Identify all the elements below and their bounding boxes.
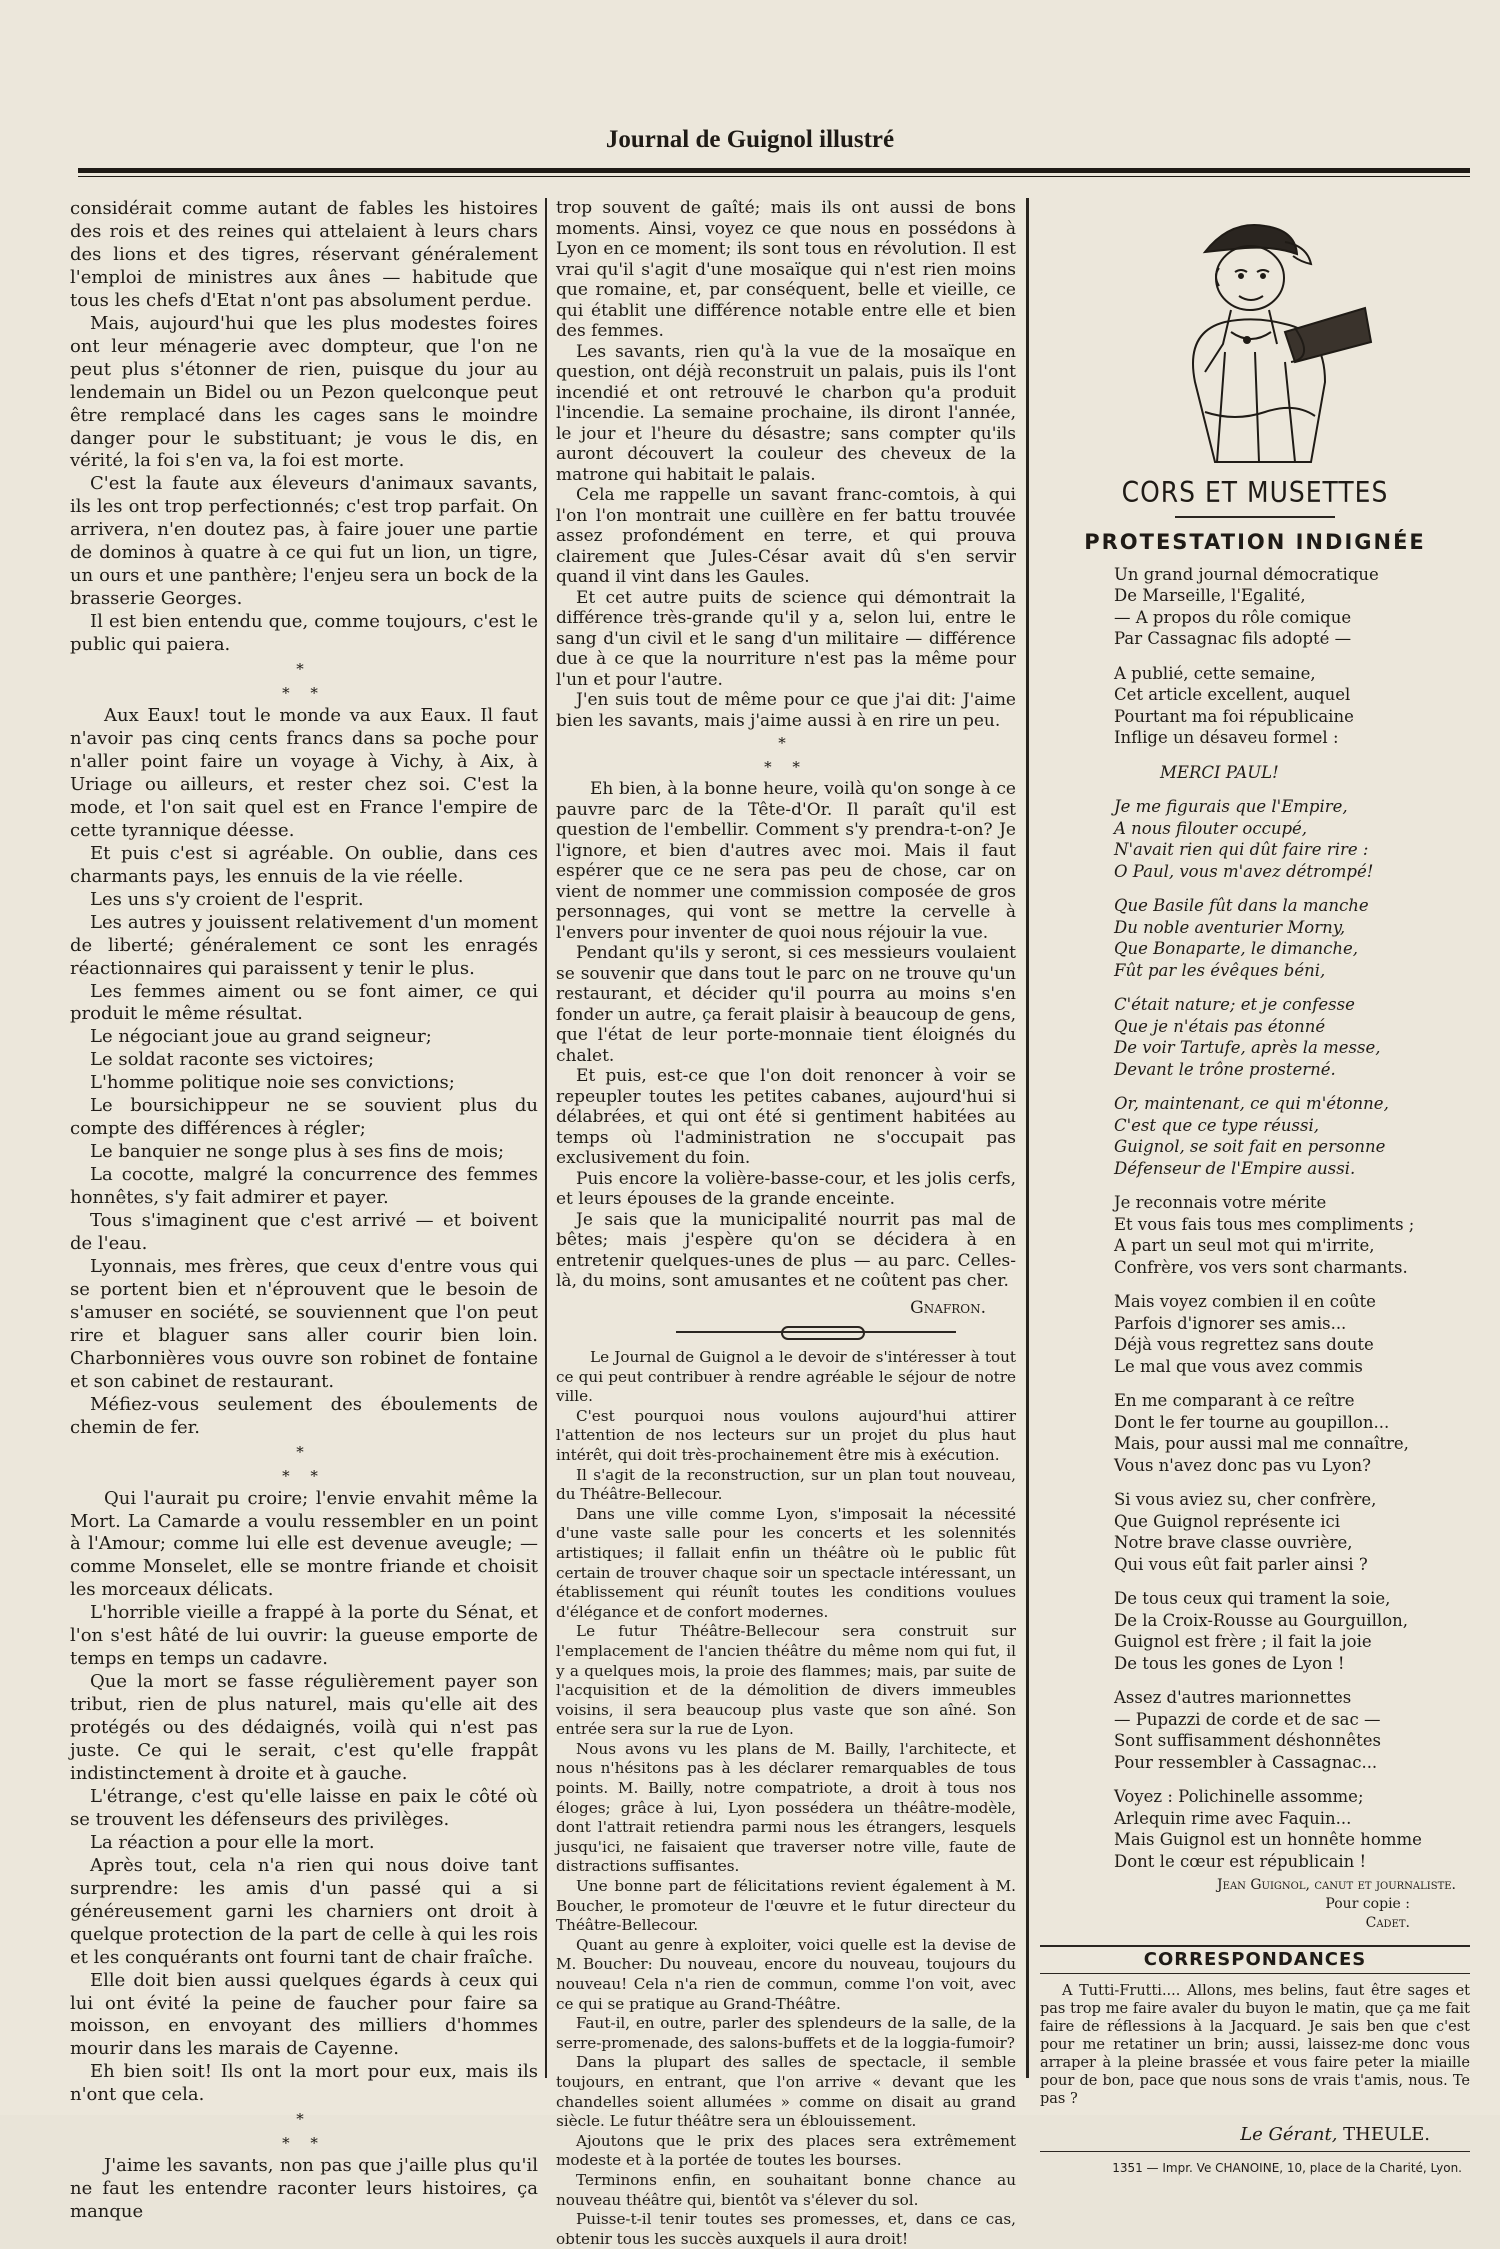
paragraph: L'étrange, c'est qu'elle laisse en paix le côté où se trouvent les défenseurs des privilèges. xyxy=(70,1785,538,1830)
asterism-divider: * * * xyxy=(282,660,326,703)
poem-stanza xyxy=(1114,564,1470,650)
paragraph: Et cet autre puits de science qui démontrait la différence très-grande qu'il y a, selon lui, entre le sang d'un civil et le sang d'un militaire — différence due à ce que la nourriture n'est pas la même pour l'un et pour l'autre. xyxy=(556,587,1016,690)
paragraph: Cela me rappelle un savant franc-comtois, à qui l'on l'on montrait une cuillère en fer battu trouvée assez profondément en terre, et qui prouva clairement que Jules-César avait dû s'en servir quand il vint dans les Gaules. xyxy=(556,485,1016,587)
paragraph: Elle doit bien aussi quelques égards à ceux qui lui ont évité la peine de faucher pour faire sa moisson, en envoyant des milliers d'hommes mourir dans les marais de Cayenne. xyxy=(70,1969,538,2060)
poem-stanza xyxy=(1114,1093,1470,1179)
poem-line: Assez d'autres marionnettes xyxy=(1114,1688,1352,1707)
ornamental-divider xyxy=(556,1324,1016,1340)
asterism-divider: * * * xyxy=(764,734,808,776)
poem-line: Notre brave classe ouvrière, xyxy=(1114,1533,1353,1552)
poem-italic xyxy=(1040,796,1470,1179)
poem-line: Voyez : Polichinelle assomme; xyxy=(1114,1787,1364,1806)
poem-stanza xyxy=(1114,1390,1470,1476)
poem-stanza xyxy=(1114,1192,1470,1278)
paragraph: Pendant qu'ils y seront, si ces messieurs voulaient se souvenir que dans tout le parc on ne trouve qu'un restaurant, et décider qu'il pourra au moins s'en fonder un autre, ça ferait plaisir à beaucoup de gens, que l'état de leur porte-monnaie tient éloignés du chalet. xyxy=(556,943,1017,1066)
poem-line: De tous ceux qui trament la soie, xyxy=(1114,1589,1391,1608)
poem-line: Par Cassagnac fils adopté — xyxy=(1114,629,1352,648)
poem-line: C'était nature; et je confesse xyxy=(1114,995,1355,1014)
poem-line: Pour ressembler à Cassagnac... xyxy=(1114,1752,1378,1772)
paragraph: J'aime les savants, non pas que j'aille plus qu'il ne faut les entendre raconter leurs histoires, ça manque xyxy=(70,2155,538,2223)
poem-line: De voir Tartufe, après la messe, xyxy=(1114,1038,1381,1057)
paragraph: Que la mort se fasse régulièrement payer son tribut, rien de plus naturel, mais qu'elle ait des protégés ou des dédaignés, voilà qui n'est pas juste. Ce qui le serait, c'est qu'elle frappât indistinctement à droite et à gauche. xyxy=(70,1671,538,1784)
poem-stanza xyxy=(1114,1588,1470,1674)
guignol-illustration xyxy=(1135,212,1375,472)
column-divider xyxy=(545,198,547,2078)
paragraph: Le boursichippeur ne se souvient plus du compte des différences à régler; xyxy=(70,1095,538,1140)
poem-line: Arlequin rime avec Faquin... xyxy=(1114,1808,1352,1828)
paragraph: Faut-il, en outre, parler des splendeurs de la salle, de la serre-promenade, des salons-buffets et de la loggia-fumoir? xyxy=(556,2014,1016,2052)
poem xyxy=(1040,564,1470,749)
paragraph: Et puis, est-ce que l'on doit renoncer à voir se repeupler toutes les petites cabanes, aujourd'hui si délabrées, et qui ont été si gentiment habitées au temps où l'administration ne s'occupait pas exclusivement du foin. xyxy=(556,1066,1016,1168)
poem-line: De tous les gones de Lyon ! xyxy=(1114,1653,1345,1673)
poem-line: Or, maintenant, ce qui m'étonne, xyxy=(1114,1094,1389,1113)
poem-line: De Marseille, l'Egalité, xyxy=(1114,586,1306,605)
poem-line: Du noble aventurier Morny, xyxy=(1114,917,1346,937)
poem-line: Fût par les évêques béni, xyxy=(1114,960,1326,980)
poem-stanza xyxy=(1114,994,1470,1080)
paragraph: Qui l'aurait pu croire; l'envie envahit même la Mort. La Camarde a voulu ressembler en un point à l'Amour; comme lui elle est devenue aveugle; — comme Monselet, elle se montre friande et choisit les morceaux délicats. xyxy=(70,1487,538,1601)
poem-line: Le mal que vous avez commis xyxy=(1114,1356,1363,1376)
poem-line: Inflige un désaveu formel : xyxy=(1114,728,1339,747)
poem-line: A publié, cette semaine, xyxy=(1114,663,1316,683)
paragraph: Après tout, cela n'a rien qui nous doive tant surprendre: les amis d'un passé qui a si généreusement garni les charniers ont droit à quelque protection de la part de celle à qui les rois et les conquérants ont fourni tant de chair fraîche. xyxy=(70,1854,538,1968)
paragraph: L'horrible vieille a frappé à la porte du Sénat, et l'on s'est hâté de lui ouvrir: la gueuse emporte de temps en temps un cadavre. xyxy=(70,1602,538,1670)
paragraph: Quant au genre à exploiter, voici quelle est la devise de M. Boucher: Du nouveau, encore du nouveau, toujours du nouveau! Cela n'a rien de commun, comme l'on voit, avec ce qui se pratique au Grand-Théâtre. xyxy=(556,1935,1016,2013)
paragraph: Ajoutons que le prix des places sera extrêmement modeste et à la portée de toutes les bourses. xyxy=(556,2131,1016,2170)
paragraph: Les savants, rien qu'à la vue de la mosaïque en question, ont déjà reconstruit un palais, puis ils l'ont incendié et ont retrouvé le charbon qu'a produit l'incendie. La semaine prochaine, ils diront l'année, le jour et l'heure du désastre; sans compter qu'ils auront découvert la couleur des cheveux de la matrone qui habitait le palais. xyxy=(556,341,1016,485)
masthead-title: Journal de Guignol illustré xyxy=(605,126,895,153)
paragraph: Le soldat raconte ses victoires; xyxy=(90,1049,375,1071)
poem-line: Je me figurais que l'Empire, xyxy=(1114,797,1348,816)
poem-line: A nous filouter occupé, xyxy=(1114,818,1308,838)
paragraph: Tous s'imaginent que c'est arrivé — et boivent de l'eau. xyxy=(70,1210,538,1254)
poem-line: Défenseur de l'Empire aussi. xyxy=(1114,1158,1356,1178)
poem-line: Pourtant ma foi républicaine xyxy=(1114,706,1354,726)
paragraph: Les autres y jouissent relativement d'un moment de liberté; généralement ce sont les enragés réactionnaires qui paraissent y tenir le plus. xyxy=(70,911,538,979)
correspondence-heading: CORRESPONDANCES xyxy=(1040,1945,1470,1974)
paragraph: Mais, aujourd'hui que les plus modestes foires ont leur ménagerie avec dompteur, que l'on ne peut plus s'étonner de rien, puisque du jour au lendemain un Bidel ou un Pezon quelconque peut être remplacé dans les cages sans le moindre danger pour le substituant; je vous le dis, en vérité, la foi s'en va, la foi est morte. xyxy=(70,312,538,472)
paragraph: Dans une ville comme Lyon, s'imposait la nécessité d'une vaste salle pour les concerts et les solennités artistiques; il fallait enfin un théâtre où le public fût certain de trouver chaque soir un spectacle intéressant, un établissement qui réunît toutes les conditions voulues d'élégance et de confort modernes. xyxy=(556,1504,1016,1621)
paragraph: Nous avons vu les plans de M. Bailly, l'architecte, et nous n'hésitons pas à les déclarer remarquables de tous points. M. Bailly, notre compatriote, a droit à tous nos éloges; grâce à lui, Lyon possédera un théâtre-modèle, dont l'attrait retiendra parmi nous les étrangers, lesquels jusqu'ici, ne faisaient que traverser notre ville, faute de distractions suffisantes. xyxy=(556,1739,1016,1876)
paragraph: Lyonnais, mes frères, que ceux d'entre vous qui se portent bien et n'éprouvent que le besoin de s'amuser en société, se souviennent que l'on peut rire et blaguer sans aller courir bien loin. Charbonnières vous ouvre son robinet de fontaine et son cabinet de restaurant. xyxy=(70,1255,538,1392)
paragraph: Puisse-t-il tenir toutes ses promesses, et, dans ce cas, obtenir tous les succès auxquels il aura droit! xyxy=(556,2210,1016,2248)
column-right xyxy=(1040,198,1470,2175)
poem-line: Mais Guignol est un honnête homme xyxy=(1114,1830,1422,1849)
poem-line: Que Bonaparte, le dimanche, xyxy=(1114,939,1358,958)
poem-line: De la Croix-Rousse au Gourguillon, xyxy=(1114,1610,1409,1630)
column-middle xyxy=(556,198,1017,2248)
poem-line: A part un seul mot qui m'irrite, xyxy=(1114,1236,1375,1255)
paragraph: J'en suis tout de même pour ce que j'ai dit: J'aime bien les savants, mais j'aime aussi à en rire un peu. xyxy=(556,690,1016,731)
copy-line: Pour copie : xyxy=(1325,1896,1410,1912)
paragraph: Aux Eaux! tout le monde va aux Eaux. Il faut n'avoir pas cinq cents francs dans sa poche pour n'aller point faire un voyage à Vichy, à Aix, à Uriage ou ailleurs, et rester chez soi. C'est la mode, et l'on sait quel est en France l'empire de cette tyrannique déesse. xyxy=(70,705,538,841)
poem-stanza xyxy=(1114,663,1470,749)
poem-line: Confrère, vos vers sont charmants. xyxy=(1114,1257,1408,1277)
paragraph: C'est la faute aux éleveurs d'animaux savants, ils les ont trop perfectionnés; c'est trop parfait. On arrivera, n'en doutez pas, à faire jouer une partie de dominos à quatre à ce qui fut un lion, un tigre, un ours et une panthère; l'enjeu sera un bock de la brasserie Georges. xyxy=(70,473,538,610)
poem-line: — A propos du rôle comique xyxy=(1114,607,1352,627)
poem-line: C'est que ce type réussi, xyxy=(1114,1115,1319,1135)
paragraph: Une bonne part de félicitations revient également à M. Boucher, le promoteur de l'œuvre et le futur directeur du Théâtre-Bellecour. xyxy=(556,1877,1016,1935)
poem-line: Un grand journal démocratique xyxy=(1114,564,1379,584)
section-title: CORS ET MUSETTES xyxy=(1121,475,1389,510)
paragraph: Le banquier ne songe plus à ses fins de mois; xyxy=(90,1141,505,1163)
paragraph: trop souvent de gaîté; mais ils ont aussi de bons moments. Ainsi, voyez ce que nous en possédons à Lyon en ce moment; ils sont tous en révolution. Il est vrai qu'il s'agit d'une mosaïque qui n'est rien moins que romaine, et, par conséquent, belle et vieille, ce qui établit une différence notable entre elle et bien des femmes. xyxy=(556,198,1016,341)
copy-name: Cadet. xyxy=(1365,1915,1410,1931)
poem-stanza xyxy=(1114,1291,1470,1377)
poem-line: Cet article excellent, auquel xyxy=(1114,685,1351,704)
paragraph: Dans la plupart des salles de spectacle, il semble toujours, en entrant, que l'on arrive « devant que les chandelles soient allumées » comme on disait au grand siècle. Le futur théâtre sera un éblouissement. xyxy=(556,2053,1016,2131)
gerant-name: THEULE. xyxy=(1343,2123,1430,2145)
paragraph: L'homme politique noie ses convictions; xyxy=(90,1072,455,1094)
gerant-label: Le Gérant, xyxy=(1240,2123,1338,2145)
poem-line: — Pupazzi de corde et de sac — xyxy=(1114,1709,1381,1729)
paragraph: Il s'agit de la reconstruction, sur un plan tout nouveau, du Théâtre-Bellecour. xyxy=(556,1465,1016,1504)
poem-stanza xyxy=(1114,895,1470,981)
poem-line: N'avait rien qui dût faire rire : xyxy=(1114,840,1369,859)
short-rule xyxy=(1175,516,1335,518)
paragraph: Terminons enfin, en souhaitant bonne chance au nouveau théâtre qui, bientôt va s'élever du sol. xyxy=(556,2170,1016,2209)
poem-line: Si vous aviez su, cher confrère, xyxy=(1114,1490,1377,1509)
paragraph: La cocotte, malgré la concurrence des femmes honnêtes, s'y fait admirer et payer. xyxy=(70,1164,538,1209)
column-left xyxy=(70,198,538,2223)
paragraph: Le futur Théâtre-Bellecour sera construit sur l'emplacement de l'ancien théâtre du même nom qui fut, il y a quelques mois, la proie des flammes; mais, par suite de l'acquisition et de la démolition de divers immeubles voisins, il sera beaucoup plus vaste que son aîné. Son entrée sera sur la rue de Lyon. xyxy=(556,1622,1016,1739)
poem-line: Dont le fer tourne au goupillon... xyxy=(1114,1412,1390,1432)
poem-line: Guignol, se soit fait en personne xyxy=(1114,1137,1386,1156)
poem-line: Je reconnais votre mérite xyxy=(1114,1193,1327,1212)
asterism-divider: * * * xyxy=(282,2110,326,2153)
poem-title: PROTESTATION INDIGNÉE xyxy=(1084,530,1426,554)
poem-stanza xyxy=(1114,1489,1470,1575)
article-signature: Gnafron. xyxy=(910,1297,986,1318)
paragraph: Et puis c'est si agréable. On oublie, dans ces charmants pays, les ennuis de la vie réelle. xyxy=(70,842,538,887)
poem-line: Et vous fais tous mes compliments ; xyxy=(1114,1214,1415,1234)
paragraph: Il est bien entendu que, comme toujours, c'est le public qui paiera. xyxy=(70,611,538,656)
asterism-divider: * * * xyxy=(282,1442,326,1485)
poem-line: Que Guignol représente ici xyxy=(1114,1511,1341,1531)
poem-line: Que Basile fût dans la manche xyxy=(1114,896,1369,915)
poem-signature: Jean Guignol, canut et journaliste. xyxy=(1217,1877,1456,1893)
poem-line: Guignol est frère ; il fait la joie xyxy=(1114,1632,1372,1651)
poem-line: Déjà vous regrettez sans doute xyxy=(1114,1335,1374,1354)
paragraph: Méfiez-vous seulement des éboulements de chemin de fer. xyxy=(70,1393,538,1438)
poem-line: Sont suffisamment déshonnêtes xyxy=(1114,1731,1381,1750)
poem-stanza xyxy=(1114,1786,1470,1872)
poem-line: En me comparant à ce reître xyxy=(1114,1391,1355,1410)
paragraph: Eh bien soit! Ils ont la mort pour eux, mais ils n'ont que cela. xyxy=(70,2061,538,2106)
poem-line: Mais, pour aussi mal me connaître, xyxy=(1114,1434,1409,1453)
printer-imprint: 1351 — Impr. Ve CHANOINE, 10, place de la Charité, Lyon. xyxy=(1040,2151,1470,2180)
correspondence-text: A Tutti-Frutti.... Allons, mes belins, faut être sages et pas trop me faire avaler du buyon le matin, que ça me fait faire de réflessions à la Jacquard. Je sais ben que c'est pour me retatiner un brin; aussi, laissez-me donc vous arraper à la pleine brassée et vous faire peter la miaille pour de bon, pace que nous sons de vrais t'amis, nous. Te pas ? xyxy=(1040,1982,1470,2107)
poem-merci-line: MERCI PAUL! xyxy=(1160,762,1279,782)
poem-continued xyxy=(1040,1192,1470,1872)
poem-line: Que je n'étais pas étonné xyxy=(1114,1016,1326,1036)
poem-line: O Paul, vous m'avez détrompé! xyxy=(1114,861,1374,881)
poem-line: Devant le trône prosterné. xyxy=(1114,1059,1336,1079)
paragraph: Je sais que la municipalité nourrit pas mal de bêtes; mais j'espère qu'on se décidera à en entretenir quelques-unes de plus — au parc. Celles-là, du moins, sont amusantes et ne coûtent pas cher. xyxy=(556,1209,1016,1291)
paragraph: C'est pourquoi nous voulons aujourd'hui attirer l'attention de nos lecteurs sur un projet du plus haut intérêt, qui doit très-prochainement être mis à exécution. xyxy=(556,1406,1016,1464)
paragraph: considérait comme autant de fables les histoires des rois et des reines qui attelaient à leurs chars des lions et des tigres, réservant généralement l'emploi de ministres aux ânes — habitude que tous les chefs d'Etat n'ont pas absolument perdue. xyxy=(70,198,538,311)
poem-line: Qui vous eût fait parler ainsi ? xyxy=(1114,1554,1368,1574)
poem-line: Dont le cœur est républicain ! xyxy=(1114,1851,1367,1871)
gerant-line xyxy=(1040,2124,1470,2146)
poem-stanza xyxy=(1114,1687,1470,1773)
poem-line: Mais voyez combien il en coûte xyxy=(1114,1292,1376,1311)
paragraph: Les femmes aiment ou se font aimer, ce qui produit le même résultat. xyxy=(70,980,538,1025)
paragraph: Les uns s'y croient de l'esprit. xyxy=(90,888,364,910)
paragraph: Eh bien, à la bonne heure, voilà qu'on songe à ce pauvre parc de la Tête-d'Or. Il paraît qu'il est question de l'embellir. Comment s'y prendra-t-on? Je l'ignore, et bien d'autres avec moi. Mais il faut espérer que ce ne sera pas peu de chose, car on vient de nommer une commission composée de gros personnages, qui vont se mettre la cervelle à l'envers pour inventer de quoi nous réjouir la vue. xyxy=(556,779,1016,943)
poem-line: Parfois d'ignorer ses amis... xyxy=(1114,1313,1347,1333)
masthead-rule-thick xyxy=(78,168,1470,173)
paragraph: Le négociant joue au grand seigneur; xyxy=(90,1026,432,1048)
paragraph: La réaction a pour elle la mort. xyxy=(90,1831,375,1853)
poem-stanza xyxy=(1114,796,1470,882)
column-divider xyxy=(1026,198,1029,2078)
paragraph: Le Journal de Guignol a le devoir de s'intéresser à tout ce qui peut contribuer à rendre agréable le séjour de notre ville. xyxy=(556,1348,1016,1406)
poem-line: Vous n'avez donc pas vu Lyon? xyxy=(1114,1455,1372,1475)
paragraph: Puis encore la volière-basse-cour, et les jolis cerfs, et leurs épouses de la grande enceinte. xyxy=(556,1168,1016,1209)
masthead-rule-thin xyxy=(78,176,1470,177)
